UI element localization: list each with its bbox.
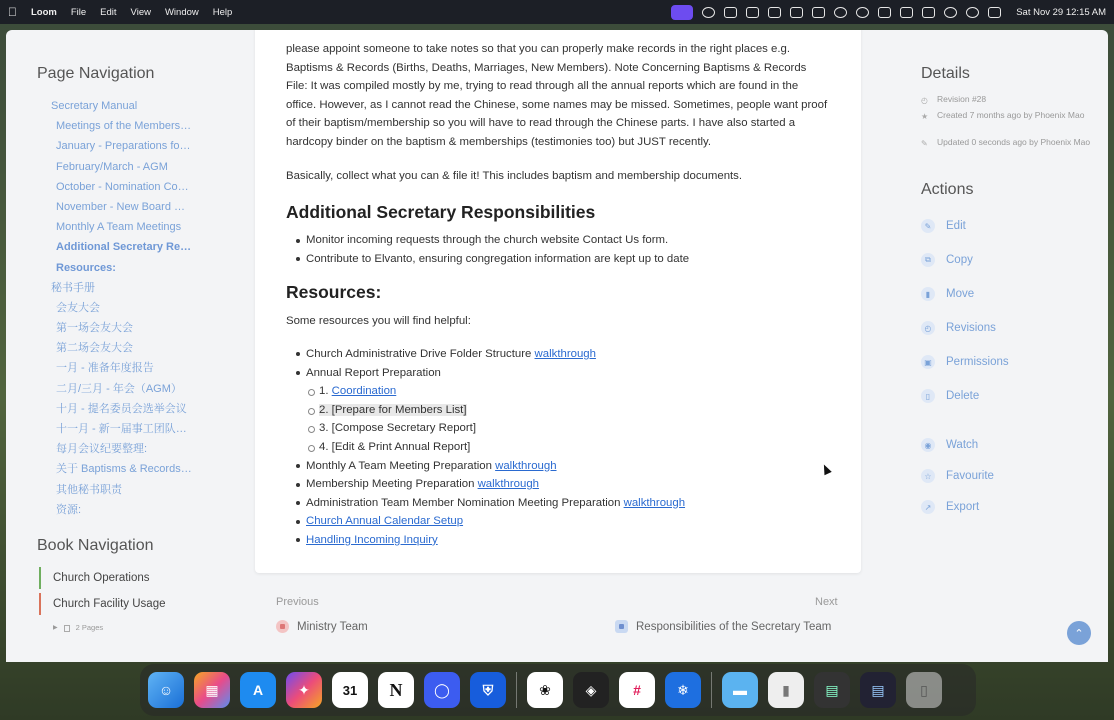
action-label: Delete	[946, 390, 980, 402]
loom-recording-icon[interactable]	[671, 5, 693, 20]
lock-icon: ▣	[921, 355, 935, 369]
expand-triangle-icon: ▶	[53, 625, 58, 631]
copy-action[interactable]	[921, 253, 973, 267]
list-item	[286, 494, 830, 513]
archive-file-icon[interactable]: ▮	[768, 672, 804, 708]
list-item	[286, 345, 830, 364]
watch-action[interactable]	[921, 438, 978, 452]
slack-icon[interactable]: #	[619, 672, 655, 708]
item-text: Membership Meeting Preparation	[306, 478, 478, 491]
basically-paragraph: Basically, collect what you can & file it! This includes baptism and membership documents.	[286, 169, 743, 182]
walkthrough-link[interactable]: walkthrough	[495, 459, 557, 472]
calendar-day: 31	[342, 682, 358, 698]
signal-icon[interactable]: ◯	[424, 672, 460, 708]
resources-heading: Resources:	[286, 282, 382, 303]
menu-help[interactable]: Help	[203, 6, 224, 18]
notion-icon[interactable]	[378, 672, 414, 708]
window-thumbnail-icon[interactable]: ▤	[814, 672, 850, 708]
search-icon[interactable]	[966, 7, 979, 18]
item-text: Administration Team Member Nomination Meeting Preparation	[306, 496, 624, 509]
item-text: Church Administrative Drive Folder Structure	[306, 347, 535, 360]
pnav-item[interactable]: 秘书手册	[51, 281, 95, 294]
camera-icon[interactable]	[724, 7, 737, 18]
apple-menu-icon[interactable]	[8, 5, 17, 19]
book-navigation-list	[39, 567, 249, 637]
list-item	[286, 531, 830, 550]
revisions-action[interactable]	[921, 321, 996, 335]
resources-intro: Some resources you will find helpful:	[286, 315, 471, 328]
pnav-item[interactable]: Secretary Manual	[51, 100, 138, 112]
created-text: Created 7 months ago by Phoenix Mao	[937, 110, 1085, 120]
menu-window[interactable]: Window	[155, 6, 190, 18]
sub-list-item	[286, 401, 830, 420]
action-label: Export	[946, 501, 980, 513]
battery-icon[interactable]	[922, 7, 935, 18]
actions-title: Actions	[921, 181, 974, 198]
pnav-item[interactable]: 一月 - 准备年度报告	[56, 362, 154, 375]
edit-action[interactable]	[921, 219, 966, 233]
created-info	[921, 110, 1091, 121]
folder-icon: ▮	[921, 287, 935, 301]
pnav-item[interactable]: 第一场会友大会	[56, 322, 133, 335]
pencil-icon: ✎	[921, 139, 928, 148]
previous-page-link[interactable]	[276, 620, 368, 633]
pnav-item[interactable]: Monthly A Team Meetings	[56, 221, 182, 234]
trash-icon: ▯	[921, 389, 935, 403]
next-label: Next	[815, 596, 838, 608]
action-label: Watch	[946, 439, 979, 451]
next-page-title: Responsibilities of the Secretary Team	[636, 620, 832, 633]
item-number: 1.	[319, 385, 332, 398]
control-center-icon[interactable]	[988, 7, 1001, 18]
left-sidebar	[6, 30, 256, 662]
additional-responsibilities-heading: Additional Secretary Responsibilities	[286, 202, 596, 223]
export-icon: ↗	[921, 500, 935, 514]
delete-action[interactable]	[921, 389, 979, 403]
walkthrough-link[interactable]: walkthrough	[623, 496, 686, 509]
list-item	[286, 457, 830, 476]
page-icon	[64, 625, 70, 632]
calendar-setup-link[interactable]: Church Annual Calendar Setup	[306, 515, 464, 528]
sub-list-item: 4. [Edit & Print Annual Report]	[286, 438, 830, 457]
finder-icon[interactable]: ☺	[148, 672, 184, 708]
walkthrough-link[interactable]: walkthrough	[534, 347, 596, 360]
chat-tray-icon[interactable]	[856, 7, 869, 18]
notion-letter: N	[389, 679, 403, 700]
action-label: Favourite	[946, 470, 994, 482]
star-icon: ☆	[921, 469, 935, 483]
pnav-item[interactable]: November - New Board …	[56, 200, 185, 213]
pnav-item[interactable]: 十月 - 提名委员会选举会议	[56, 402, 187, 415]
sub-list-item	[286, 382, 830, 401]
details-title: Details	[921, 65, 970, 82]
bnav-item-church-operations[interactable]: Church Operations	[39, 567, 249, 589]
pnav-item[interactable]: 关于 Baptisms & Records…	[56, 463, 192, 476]
highlighted-text: 2. [Prepare for Members List]	[319, 403, 467, 416]
favourite-action[interactable]	[921, 469, 994, 483]
list-item	[286, 475, 830, 494]
trash-icon[interactable]: ▯	[906, 672, 942, 708]
app-store-icon[interactable]: A	[240, 672, 276, 708]
bnav-pages-count: 2 Pages	[75, 623, 104, 632]
item-text: Monthly A Team Meeting Preparation	[306, 459, 496, 472]
menu-clock[interactable]: Sat Nov 29 12:15 AM	[1016, 6, 1106, 18]
cloud-icon[interactable]	[702, 7, 715, 18]
book-navigation-title: Book Navigation	[37, 537, 154, 554]
walkthrough-link[interactable]: walkthrough	[477, 478, 539, 491]
stack-app-icon[interactable]: ◈	[573, 672, 609, 708]
pnav-item[interactable]: October - Nomination Co…	[56, 180, 189, 193]
bnav-pages-toggle[interactable]	[39, 619, 249, 637]
dock-divider	[516, 672, 517, 708]
page-navigation-title: Page Navigation	[37, 65, 155, 82]
keyboard-input-icon[interactable]	[900, 7, 913, 18]
chatgpt-icon[interactable]: ❀	[527, 672, 563, 708]
notion-tray-icon[interactable]	[878, 7, 891, 18]
app-window	[6, 30, 1108, 662]
action-label: Edit	[946, 220, 966, 232]
sub-list-item: 3. [Compose Secretary Report]	[286, 419, 830, 438]
pnav-item[interactable]: 十一月 - 新一届事工团队…	[56, 423, 187, 435]
menu-view[interactable]: View	[121, 6, 142, 18]
status-tray	[671, 5, 1106, 20]
previous-page-title: Ministry Team	[297, 620, 368, 633]
history-icon: ◴	[921, 96, 928, 105]
move-action[interactable]	[921, 287, 974, 301]
calendar-icon[interactable]	[332, 672, 368, 708]
bnav-item-church-facility-usage[interactable]: Church Facility Usage	[39, 593, 249, 615]
list-item: Contribute to Elvanto, ensuring congregation information are kept up to date	[286, 250, 830, 269]
incoming-inquiry-link[interactable]: Handling Incoming Inquiry	[306, 533, 438, 546]
pnav-item[interactable]: Meetings of the Members…	[56, 120, 192, 133]
book-icon	[276, 620, 289, 633]
page-icon	[615, 620, 628, 633]
next-page-link[interactable]	[615, 620, 831, 633]
action-label: Permissions	[946, 356, 1009, 368]
pnav-item-active[interactable]	[51, 237, 251, 257]
openai-tray-icon[interactable]	[834, 7, 847, 18]
slack-tray-icon[interactable]	[812, 7, 825, 18]
page-content	[255, 30, 861, 573]
pnav-item-label: Resources:	[56, 261, 116, 274]
pnav-item[interactable]: 每月会议纪要整理:	[56, 443, 148, 456]
pnav-item[interactable]: February/March - AGM	[56, 160, 168, 173]
pnav-item-label: Additional Secretary Re…	[56, 241, 192, 254]
launchpad-icon[interactable]: ▦	[194, 672, 230, 708]
snowflake-app-icon[interactable]: ❄	[665, 672, 701, 708]
menu-edit[interactable]: Edit	[91, 6, 108, 18]
wifi-icon[interactable]	[944, 7, 957, 18]
scroll-to-top-button[interactable]	[1067, 621, 1091, 645]
coordination-link[interactable]: Coordination	[331, 385, 397, 398]
pnav-item[interactable]: 其他秘书职责	[56, 483, 122, 496]
additional-responsibilities-list	[286, 231, 830, 268]
export-action[interactable]	[921, 500, 979, 514]
action-label: Move	[946, 288, 975, 300]
eye-icon: ◉	[921, 438, 935, 452]
resources-list	[286, 345, 830, 550]
pnav-item[interactable]: 会友大会	[56, 301, 100, 314]
history-icon: ◴	[921, 321, 935, 335]
page-navigation-list	[51, 96, 251, 520]
updated-info	[921, 137, 1091, 148]
chevron-up-icon: ⌃	[1074, 627, 1084, 640]
intro-paragraph: please appoint someone to take notes so that you can properly make records in the right places e.g. Baptisms & Records (Births, Deaths, Marriages, New Members). Note Concerning Baptisms & Records File: It was compiled mostly by me, trying to read through all the annual reports which are found in the office. However, as I cannot read the Chinese, some names may be missed. Sometimes, people want proof of their baptism/membership so you will have to read through the Chinese parts. I have also started a hardcopy binder on the baptism & memberships (testimonies too) but JUST recently.	[286, 43, 828, 148]
pnav-item[interactable]: January - Preparations fo…	[56, 140, 191, 153]
action-label: Revisions	[946, 322, 996, 334]
action-label: Copy	[946, 254, 973, 266]
pnav-item-active[interactable]	[51, 258, 251, 278]
dock	[140, 664, 976, 716]
colorful-app-icon[interactable]: ✦	[286, 672, 322, 708]
dropbox-icon[interactable]	[790, 7, 803, 18]
updated-text: Updated 0 seconds ago by Phoenix Mao	[937, 137, 1091, 147]
revision-info	[921, 94, 1091, 105]
list-item: Monitor incoming requests through the church website Contact Us form.	[286, 231, 830, 250]
pnav-item[interactable]: 第二场会友大会	[56, 342, 133, 355]
script-icon[interactable]	[768, 7, 781, 18]
list-item	[286, 512, 830, 531]
copy-icon: ⧉	[921, 253, 935, 267]
dock-divider	[711, 672, 712, 708]
pencil-icon: ✎	[921, 219, 935, 233]
folder-icon[interactable]: ▬	[722, 672, 758, 708]
permissions-action[interactable]	[921, 355, 1009, 369]
revision-text: Revision #28	[937, 94, 987, 104]
right-sidebar	[906, 30, 1106, 662]
menu-app-name[interactable]: Loom	[22, 6, 48, 18]
window-thumbnail-icon[interactable]: ▤	[860, 672, 896, 708]
previous-label: Previous	[276, 596, 319, 608]
pnav-item[interactable]: 二月/三月 - 年会（AGM）	[56, 382, 182, 395]
pnav-item[interactable]: 资源:	[56, 503, 82, 516]
list-item: Annual Report Preparation	[286, 364, 830, 383]
menu-bar	[0, 0, 1114, 24]
star-icon: ★	[921, 112, 929, 121]
menu-file[interactable]: File	[61, 6, 78, 18]
screen-icon[interactable]	[746, 7, 759, 18]
bitwarden-icon[interactable]: ⛨	[470, 672, 506, 708]
